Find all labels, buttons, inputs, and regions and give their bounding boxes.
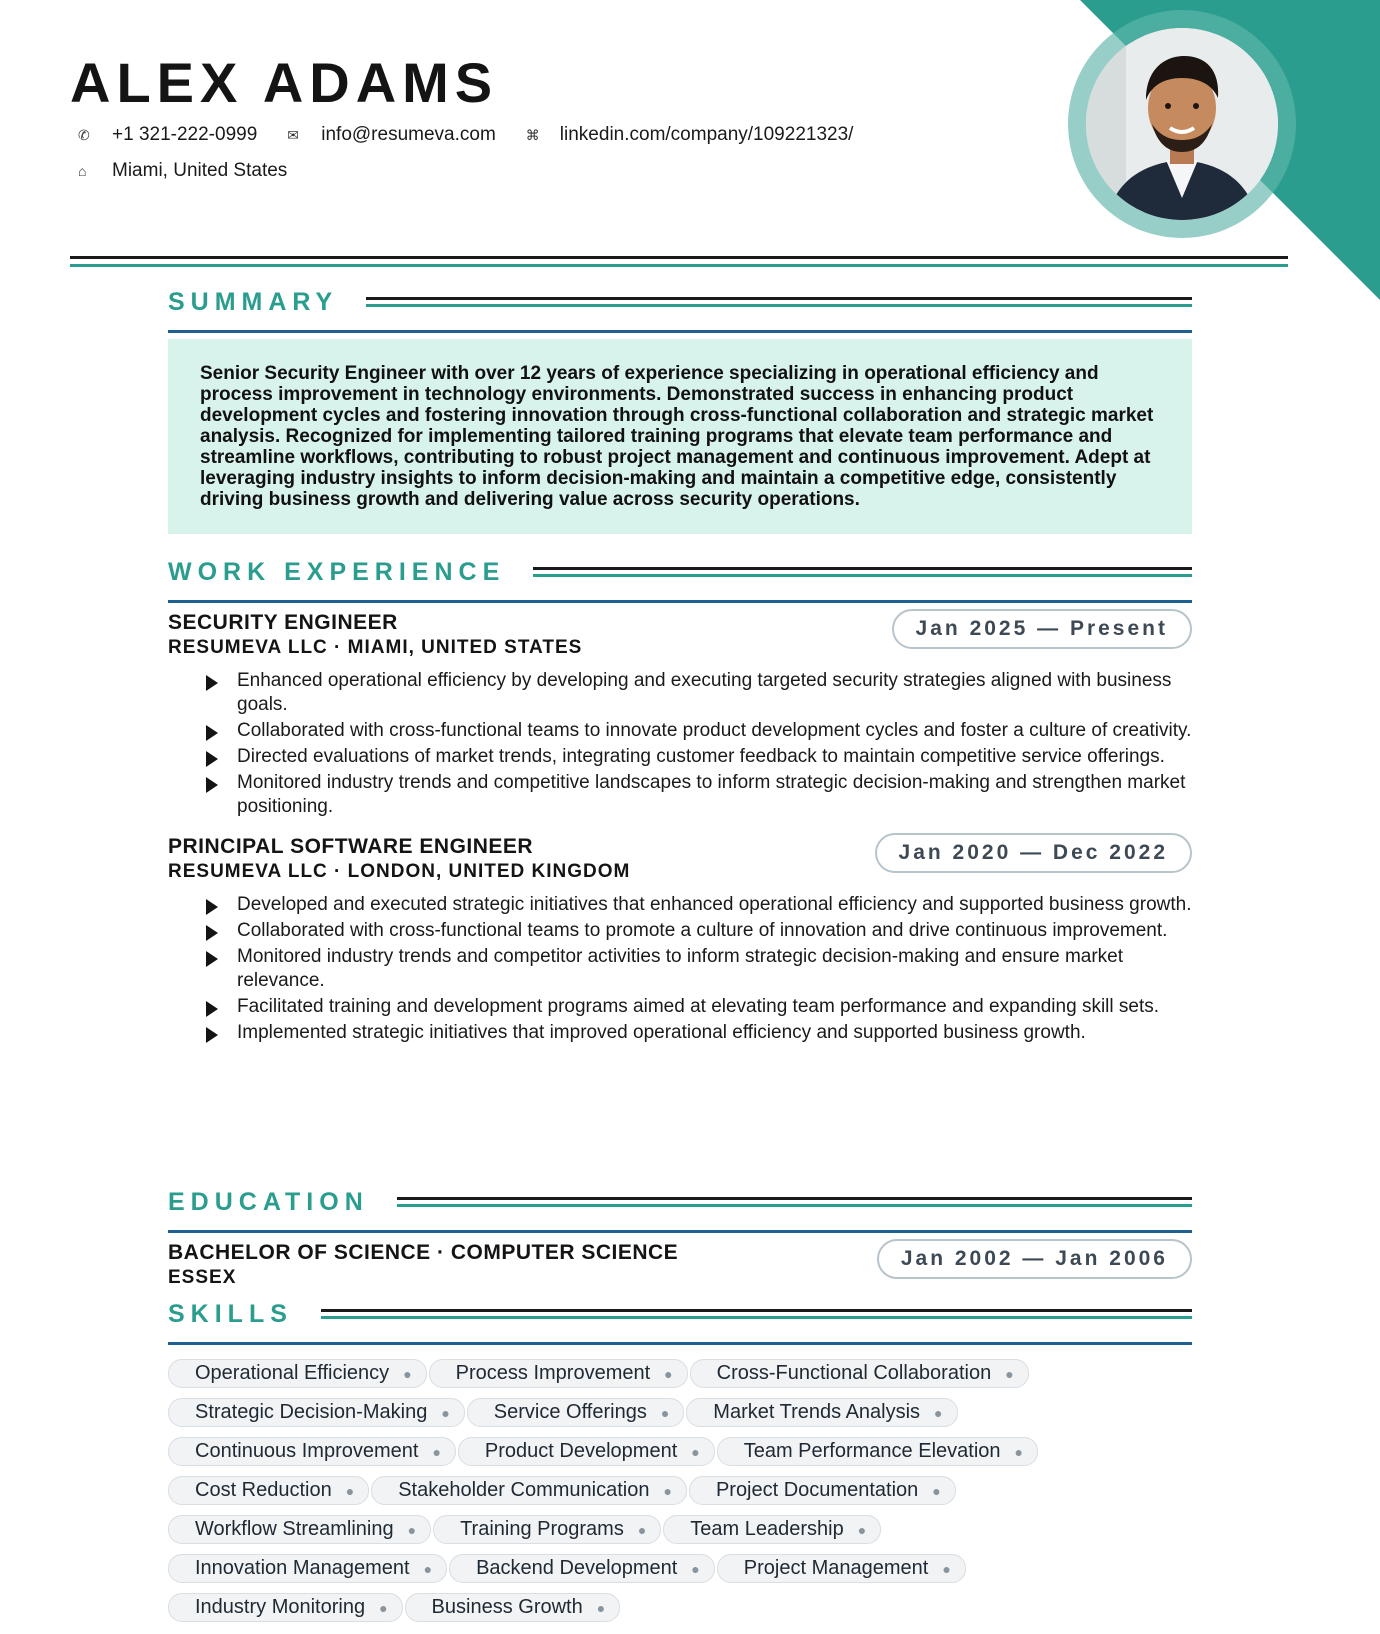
phone-number: +1 321-222-0999 xyxy=(112,124,258,145)
skill-tag: Innovation Management ● xyxy=(168,1554,447,1583)
job-bullets xyxy=(168,893,1192,1045)
job-title: PRINCIPAL SOFTWARE ENGINEER xyxy=(168,835,534,858)
education-section xyxy=(168,1186,1192,1289)
skill-tag: Operational Efficiency ● xyxy=(168,1359,427,1388)
email-address[interactable]: info@resumeva.com xyxy=(321,124,496,145)
skill-tag: Training Programs ● xyxy=(433,1515,661,1544)
job-bullets xyxy=(168,669,1192,819)
skill-tag: Team Leadership ● xyxy=(663,1515,881,1544)
phone-icon: ✆ xyxy=(78,126,90,143)
section-divider xyxy=(366,297,1192,307)
skills-list xyxy=(168,1359,1192,1632)
summary-text: Senior Security Engineer with over 12 years of experience specializing in operational efficiency and process improvement in technology environments. Demonstrated success in enhancing product development cycles and fostering innovation through cross-functional collaboration and strategic market analysis. Recognized for implementing tailored training programs that elevate team performance and streamline workflows, contributing to robust project management and continuous improvement. Adept at leveraging industry insights to inform decision-making and maintain a competitive edge, consistently driving business growth and delivering value across security operations. xyxy=(168,339,1192,534)
summary-section xyxy=(168,286,1192,534)
skill-tag: Service Offerings ● xyxy=(467,1398,685,1427)
skill-tag: Cost Reduction ● xyxy=(168,1476,369,1505)
skill-tag: Market Trends Analysis ● xyxy=(686,1398,957,1427)
job-date-badge: Jan 2020 — Dec 2022 xyxy=(875,833,1192,873)
list-item: Directed evaluations of market trends, integrating customer feedback to maintain competitive service offerings. xyxy=(168,745,1192,769)
bullet-arrow-icon xyxy=(206,1001,218,1017)
section-divider xyxy=(397,1197,1192,1207)
section-underline xyxy=(168,600,1192,603)
list-item: Developed and executed strategic initiatives that enhanced operational efficiency and supported business growth. xyxy=(168,893,1192,917)
education-heading: EDUCATION xyxy=(168,1187,369,1216)
school: ESSEX xyxy=(168,1267,237,1288)
skill-tag: Project Documentation ● xyxy=(689,1476,956,1505)
skill-tag: Backend Development ● xyxy=(449,1554,715,1583)
bullet-arrow-icon xyxy=(206,751,218,767)
work-experience-heading: WORK EXPERIENCE xyxy=(168,557,506,586)
skill-tag: Process Improvement ● xyxy=(429,1359,688,1388)
job-date-badge: Jan 2025 — Present xyxy=(892,609,1192,649)
contact-row-1 xyxy=(78,124,883,146)
candidate-name: ALEX ADAMS xyxy=(70,51,499,114)
profile-photo xyxy=(1086,28,1278,220)
contact-row-2 xyxy=(78,160,317,182)
skill-tag: Business Growth ● xyxy=(405,1593,621,1622)
header-divider xyxy=(70,256,1288,267)
degree: BACHELOR OF SCIENCE · COMPUTER SCIENCE xyxy=(168,1241,679,1264)
link-icon: ⌘ xyxy=(525,126,540,143)
location: Miami, United States xyxy=(112,160,288,181)
skill-tag: Team Performance Elevation ● xyxy=(717,1437,1038,1466)
list-item: Collaborated with cross-functional teams to innovate product development cycles and foster a culture of creativity. xyxy=(168,719,1192,743)
bullet-arrow-icon xyxy=(206,725,218,741)
summary-heading: SUMMARY xyxy=(168,287,339,316)
skill-tag: Cross-Functional Collaboration ● xyxy=(690,1359,1029,1388)
job-company: RESUMEVA LLC · LONDON, UNITED KINGDOM xyxy=(168,861,631,882)
skill-tag: Continuous Improvement ● xyxy=(168,1437,456,1466)
linkedin-url[interactable]: linkedin.com/company/109221323/ xyxy=(559,124,854,145)
skill-tag: Product Development ● xyxy=(458,1437,715,1466)
job-title: SECURITY ENGINEER xyxy=(168,611,398,634)
bullet-arrow-icon xyxy=(206,675,218,691)
skills-heading: SKILLS xyxy=(168,1299,293,1328)
list-item: Implemented strategic initiatives that improved operational efficiency and supported business growth. xyxy=(168,1021,1192,1045)
education-date-badge: Jan 2002 — Jan 2006 xyxy=(877,1239,1192,1279)
section-underline xyxy=(168,1230,1192,1233)
skill-tag: Strategic Decision-Making ● xyxy=(168,1398,465,1427)
profile-photo-illustration xyxy=(1086,28,1278,220)
mail-icon: ✉ xyxy=(287,126,299,143)
list-item: Enhanced operational efficiency by developing and executing targeted security strategies aligned with business goals. xyxy=(168,669,1192,717)
home-icon: ⌂ xyxy=(78,163,87,179)
bullet-arrow-icon xyxy=(206,951,218,967)
section-divider xyxy=(533,567,1192,577)
bullet-arrow-icon xyxy=(206,899,218,915)
bullet-arrow-icon xyxy=(206,1027,218,1043)
section-underline xyxy=(168,1342,1192,1345)
list-item: Facilitated training and development programs aimed at elevating team performance and expanding skill sets. xyxy=(168,995,1192,1019)
work-experience-section xyxy=(168,556,1192,1047)
education-entry xyxy=(168,1241,1192,1289)
list-item: Monitored industry trends and competitive landscapes to inform strategic decision-making and strengthen market positioning. xyxy=(168,771,1192,819)
list-item: Collaborated with cross-functional teams to promote a culture of innovation and drive continuous improvement. xyxy=(168,919,1192,943)
skill-tag: Workflow Streamlining ● xyxy=(168,1515,431,1544)
skill-tag: Stakeholder Communication ● xyxy=(371,1476,687,1505)
skill-tag: Project Management ● xyxy=(717,1554,966,1583)
skills-section xyxy=(168,1298,1192,1632)
bullet-arrow-icon xyxy=(206,925,218,941)
bullet-arrow-icon xyxy=(206,777,218,793)
job-entry xyxy=(168,611,1192,819)
job-company: RESUMEVA LLC · MIAMI, UNITED STATES xyxy=(168,637,583,658)
list-item: Monitored industry trends and competitor activities to inform strategic decision-making and ensure market relevance. xyxy=(168,945,1192,993)
section-underline xyxy=(168,330,1192,333)
job-entry xyxy=(168,835,1192,1045)
section-divider xyxy=(321,1309,1192,1319)
skill-tag: Industry Monitoring ● xyxy=(168,1593,403,1622)
